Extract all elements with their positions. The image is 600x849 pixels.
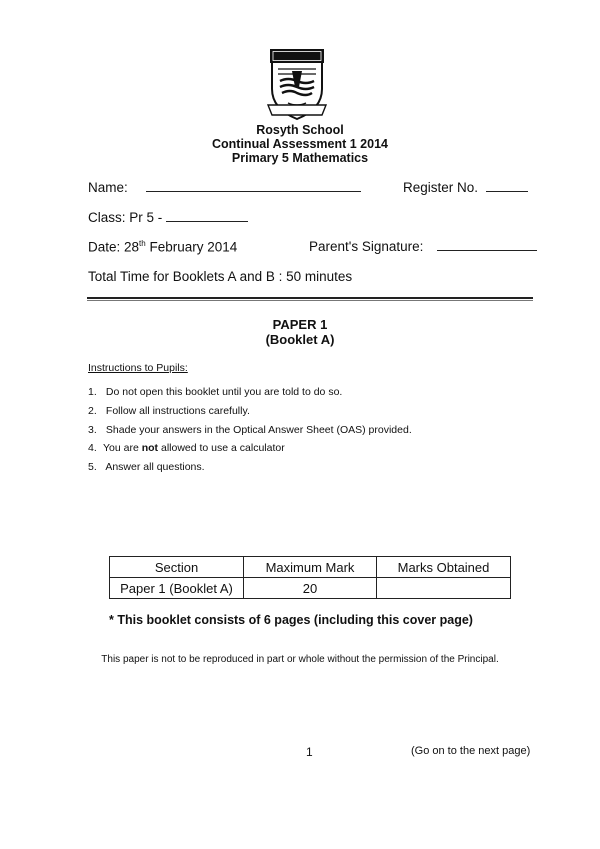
continue-note: (Go on to the next page) [411,745,531,757]
page-number: 1 [306,745,313,759]
paper-title: PAPER 1 [272,317,328,332]
name-field [88,180,361,195]
school-name: Rosyth School [256,123,344,137]
reproduction-notice: This paper is not to be reproduced in part or whole without the permission of the Principal. [101,654,499,665]
marks-table [109,556,511,599]
table-cell: 20 [244,578,377,599]
class-label: Class: Pr 5 - [88,210,163,225]
date-label: Date: 28 [88,239,140,255]
name-label: Name: [88,180,128,195]
date-field [88,239,237,255]
instruction-item: 2. Follow all instructions carefully. [88,405,250,417]
table-header-row [110,557,511,578]
signature-label: Parent's Signature: [309,239,424,254]
table-cell: Paper 1 (Booklet A) [110,578,244,599]
signature-blank[interactable] [437,239,537,251]
table-header-cell: Maximum Mark [244,557,377,578]
instruction-item: 3. Shade your answers in the Optical Answer Sheet (OAS) provided. [88,424,412,436]
divider-line-secondary [87,300,533,301]
paper-subtitle: (Booklet A) [265,332,335,347]
assessment-title: Continual Assessment 1 2014 [212,137,388,151]
date-value: February 2014 [145,239,238,255]
table-header-cell: Section [110,557,244,578]
divider-line [87,297,533,299]
marks-obtained-cell[interactable] [377,578,511,599]
subject-title: Primary 5 Mathematics [231,151,369,165]
table-header-cell: Marks Obtained [377,557,511,578]
instruction-item: 4. You are not allowed to use a calculator [88,442,285,454]
date-superscript: th [139,239,146,248]
class-field [88,210,248,225]
instructions-heading: Instructions to Pupils: [88,362,188,374]
page-count-note: * This booklet consists of 6 pages (including this cover page) [109,613,473,627]
school-crest-logo [266,47,328,121]
instruction-item: 1. Do not open this booklet until you are told to do so. [88,386,343,398]
signature-field [309,239,537,254]
class-blank[interactable] [166,210,248,222]
register-blank[interactable] [486,180,528,192]
name-blank[interactable] [146,180,361,192]
instruction-item: 5. Answer all questions. [88,461,205,473]
total-time: Total Time for Booklets A and B : 50 minutes [88,269,353,284]
register-field [403,180,528,195]
register-label: Register No. [403,180,479,195]
table-row [110,578,511,599]
